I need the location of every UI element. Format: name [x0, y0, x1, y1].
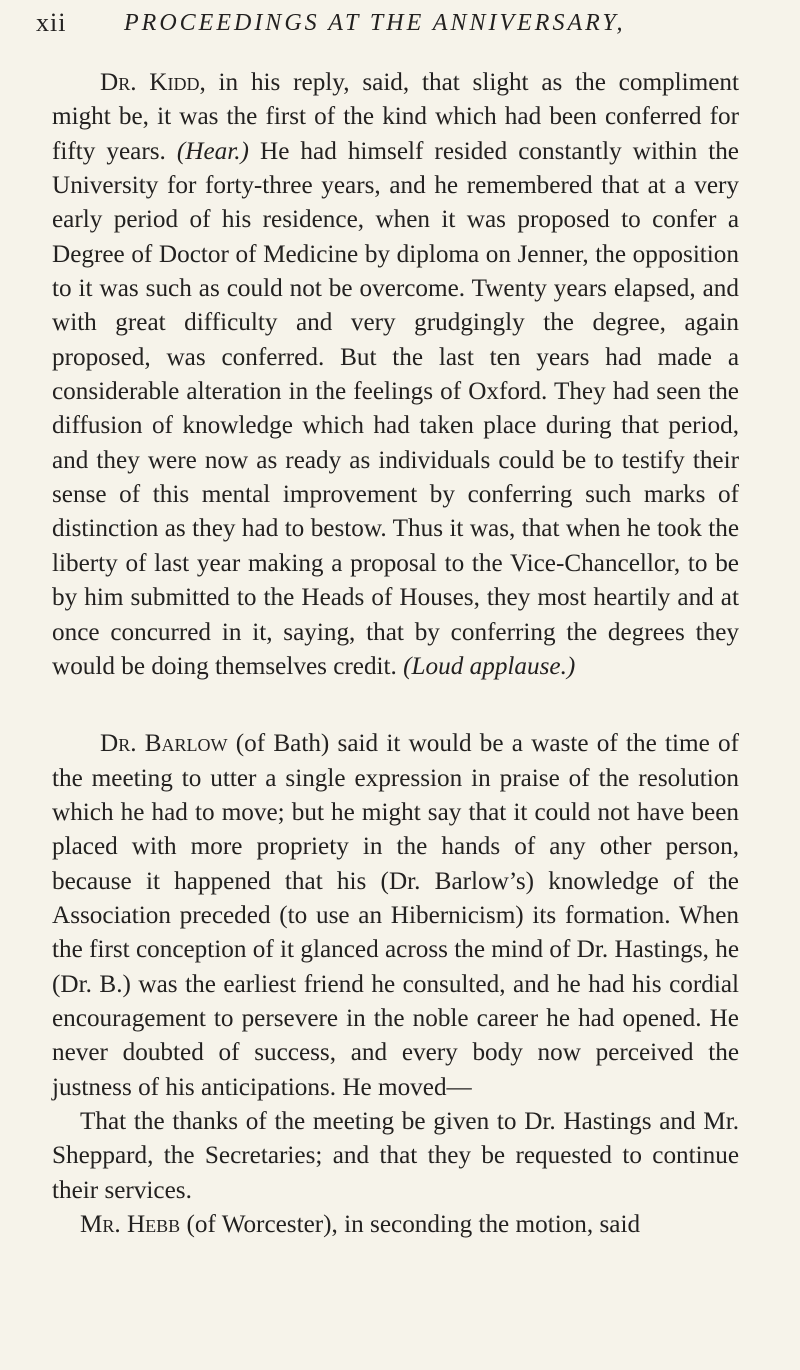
body-text [52, 66, 739, 1242]
paragraph-text: (of Bath) said it would be a waste of the time of the meeting to utter a single expression in praise of the resolution which he had to move; but he might say that it could not have been placed with more propriety in the hands of any other person, because it happened that his (Dr. Barlow’s) knowledge of the Association preceded (to use an Hibernicism) its formation. When the first conception of it glanced across the mind of Dr. Hastings, he (Dr. B.) was the earliest friend he consulted, and he had his cordial encouragement to persevere in the noble career he had opened. He never doubted of success, and every body now perceived the justness of his anticipations. He moved— [52, 730, 739, 1101]
paragraph-text: He had himself resided constantly within the University for forty-three years, and he remembered that at a very early period of his residence, when it was proposed to confer a Degree of Doctor of Medicine by diploma on Jenner, the opposition to it was such as could not be overcome. Twenty years elapsed, and with great difficulty and very grudgingly the degree, again proposed, was conferred. But the last ten years had made a considerable alteration in the feelings of Oxford. They had seen the diffusion of knowledge which had taken place during that period, and they were now as ready as individuals could be to testify their sense of this mental improvement by conferring such marks of distinction as they had to bestow. Thus it was, that when he took the liberty of last year making a proposal to the Vice-Chancellor, to be by him submitted to the Heads of Houses, they most heartily and at once concurred in it, saying, that by conferring the degrees they would be doing themselves credit. [52, 137, 739, 680]
page-number: xii [36, 8, 67, 37]
running-header [36, 6, 726, 50]
paragraph-dr-kidd [52, 66, 739, 684]
speaker-name: Mr. Hebb [80, 1211, 181, 1238]
running-title: PROCEEDINGS AT THE ANNIVERSARY, [124, 10, 626, 36]
speaker-name: Dr. Barlow [100, 730, 228, 758]
paragraph-dr-barlow [52, 727, 739, 1105]
stage-direction: (Hear.) [176, 137, 249, 165]
stage-direction: (Loud applause.) [403, 652, 576, 680]
paragraph-text: That the thanks of the meeting be given to Dr. Hastings and Mr. Sheppard, the Secretaries; and that they be requested to continue their services. [52, 1107, 739, 1204]
paragraph-motion [52, 1105, 739, 1208]
paragraph-text: (of Worcester), in seconding the motion, said [180, 1211, 641, 1238]
paragraph-mr-hebb [52, 1208, 739, 1242]
paragraph-text: in his reply, said, that slight as the compliment might be, it was the first of the kind which had been conferred for fifty years. [52, 69, 739, 165]
speaker-name: Dr. Kidd, [100, 69, 206, 96]
